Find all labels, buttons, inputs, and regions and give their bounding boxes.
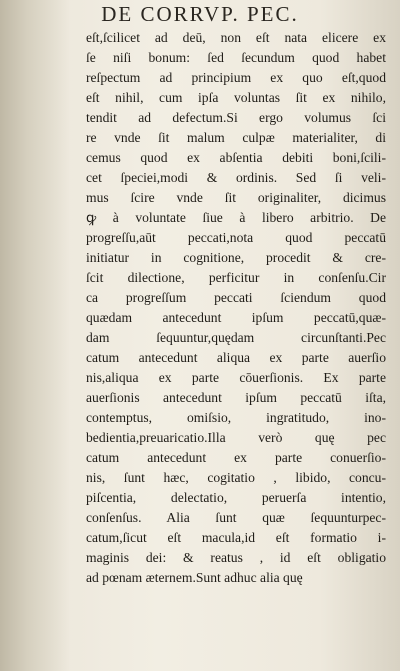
text-line: mus ſcire vnde ſit originaliter, dicimus [86, 190, 386, 205]
text-line: eſt,ſcilicet ad deū, non eſt nata elicere ex [86, 30, 386, 45]
text-line: reſpectum ad principium ex quo eſt,quod [86, 70, 386, 85]
text-line: piſcentia, delectatio, peruerſa intentio, [86, 490, 386, 505]
text-line: contemptus, omiſsio, ingratitudo, ino- [86, 410, 386, 425]
text-line: tendit ad defectum.Si ergo volumus ſci [86, 110, 386, 125]
text-line: ca progreſſum peccati ſciendum quod [86, 290, 386, 305]
text-line: nis,aliqua ex parte cōuerſionis. Ex parte [86, 370, 386, 385]
text-line: conſenſus. Alia ſunt quæ ſequunturpec- [86, 510, 386, 525]
text-line: eſt nihil, cum ipſa voluntas ſit ex nihilo, [86, 90, 386, 105]
text-line: auerſionis antecedunt ipſum peccatū iſta, [86, 390, 386, 405]
text-line: nis, ſunt hæc, cogitatio , libido, concu- [86, 470, 386, 485]
text-line: maginis dei: & reatus , id eſt obligatio [86, 550, 386, 565]
text-line: ad pœnam æternem.Sunt adhuc alia quę [86, 570, 303, 585]
text-line: ſcit dilectione, perficitur in conſenſu.Cir [86, 270, 386, 285]
text-line: initiatur in cognitione, procedit & cre- [86, 250, 386, 265]
text-line: dam ſequuntur,quędam circunſtanti.Pec [86, 330, 386, 345]
text-line: quædam antecedunt ipſum peccatū,quæ- [86, 310, 386, 325]
text-line: bedientia,preuaricatio.Illa verò quę pec [86, 430, 386, 445]
text-line: catum,ſicut eſt macula,id eſt formatio i- [86, 530, 386, 545]
text-line: progreſſu,aūt peccati,nota quod peccatū [86, 230, 386, 245]
text-line: re vnde ſit malum culpæ materialiter, di [86, 130, 386, 145]
text-line: ꝙ à voluntate ſiue à libero arbitrio. De [86, 210, 386, 225]
text-line: catum antecedunt aliqua ex parte auerſio [86, 350, 386, 365]
running-head: DE CORRVP. PEC. [101, 2, 299, 26]
text-line: cemus quod ex abſentia debiti boni,ſcili- [86, 150, 386, 165]
body-text-block [86, 28, 386, 588]
text-line: ſe niſi bonum: ſed ſecundum quod habet [86, 50, 386, 65]
text-line: catum antecedunt ex parte conuerſio- [86, 450, 386, 465]
page-gutter-shadow [0, 0, 70, 671]
text-line: cet ſpeciei,modi & ordinis. Sed ſi veli- [86, 170, 386, 185]
